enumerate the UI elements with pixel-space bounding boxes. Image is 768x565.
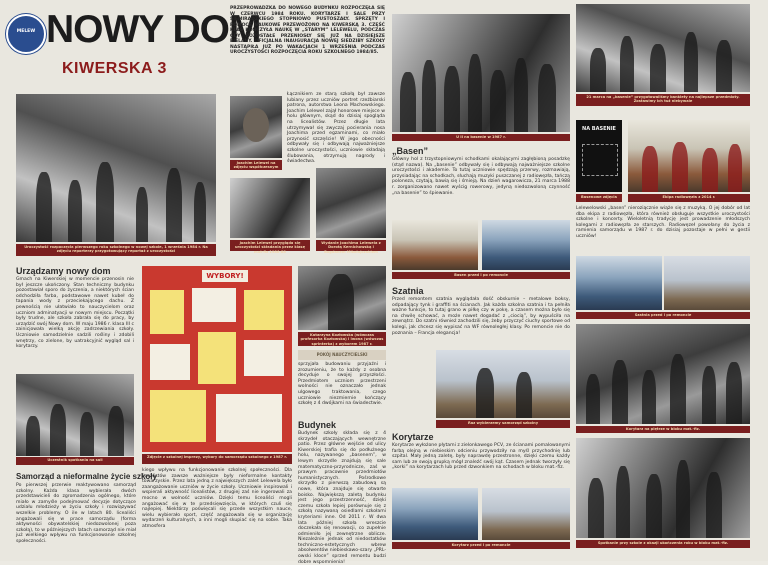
- caption: Uroczystość rozpoczęcia pierwszego roku szkolnego w nowej szkole, 1 września 1984 r. Na zdjęciu reporterzy przygotowujący reportaż z uroczystości: [16, 244, 216, 256]
- caption: Wydanie Joachima Lelewela z Dorotą Kernichowską i Bogdanem Mikołajczakiem: [316, 240, 386, 251]
- logo-text: MELEW: [16, 29, 36, 34]
- radio-team-photo: [576, 4, 750, 92]
- caption: Joachim Lelewel na zdjęciu współczesnym: [230, 160, 282, 170]
- plate-sign: POKÓJ NAUCZYCIELSKI: [298, 350, 386, 360]
- lelewel-bust-photo: [230, 96, 282, 158]
- caption: Zdjęcie z szkolnej imprezy, wybory do samorządu szkolnego z 1987 r.: [142, 454, 292, 464]
- opening-ceremony-photo: [16, 94, 216, 242]
- page-title: NOWY DOM: [46, 8, 261, 51]
- section-heading: Samorząd a nieformalne życie szkoły: [16, 472, 157, 481]
- caption: Katarzyna Kozłowska (wówczas profesorka Kozłowska) i Iwona (wówczas sprinterka) z wyborem 1987 r.: [298, 332, 386, 346]
- elections-sign: WYBORY!: [202, 270, 248, 282]
- szatnia-after-photo: [664, 256, 750, 310]
- section-text: Główny hol z trzystopniowymi schodkami okalającymi zagłębioną posadzkę (stąd nazwa). Na „basenie” odbywały się i odbywają najważniejsze szkolne uroczystości i akademie. To tutaj uczniowie spędzają przerwy, rozmawiają, przysiadając na schodkach, słuchają muzyki puszczanej z radiowęzła, tańczą poloneza, czytają, bawią się i śmieją. Na dzień wagarowicza, 21 marca 1988 r. zorganizowano nawet wyścig rowerowy, jedyną niedozwoloną czynność „na basenie” to śpiewanie.: [392, 157, 570, 196]
- basen-sign: NA BASENIE: [582, 126, 616, 132]
- radio-crew-photo: [628, 120, 750, 192]
- teacher-photo: [298, 266, 386, 330]
- section-heading: Budynek: [298, 420, 337, 430]
- caption: Korytarz na piętrze w bloku mat.-fiz.: [576, 426, 750, 433]
- page-subtitle: KIWERSKA 3: [62, 60, 167, 77]
- section-heading: Szatnia: [392, 286, 424, 296]
- elections-poster-photo: [142, 266, 292, 452]
- corridor-after-photo: [482, 488, 570, 540]
- caption: Szatnia przed i po remoncie: [576, 312, 750, 319]
- award-photo: [436, 350, 570, 418]
- caption: Basen przed i po remoncie: [392, 272, 570, 279]
- section-heading: „Basen”: [392, 146, 429, 156]
- caption: Korytarz przed i po remoncie: [392, 542, 570, 549]
- section-heading: Korytarze: [392, 432, 434, 442]
- school-crest-icon: [6, 14, 46, 54]
- section-text: Budynek szkoły składa się z 4 skrzydeł otaczających wewnętrzne patio. Przez główne wejście od ulicy Kiwerskiej trafia się do podłużnego holu, nazywanego „basenem”, w lewym skrzydle znajdują się sale matematyczno-przyrodnicze, zaś w prawym pracownie przedmiotów humanistycznych. Pośrodkowe skrzydło z pierwszą zabudową są nowe, która znajduje się otwarte boisko. Największą zaletą budynku jest jego przestrzenność, dzięki czemu szkoła lepiej porównuje się z szkołą nazywaną osiedlami szkołami kryteriami inne. Od 2011 r. W dwa lata później szkoła wreszcie doczekała się renowacji, co zupełnie odmieniło jej zewnętrzne oblicze. Niezależnie jednak od niedostatków techniczno-estetycznych wbrew absolwentów niebieskawo-szary „PRL-owski kloce” sprzed remontu budzi dobre wspomnienia!: [298, 431, 386, 565]
- section-text: Po pierwszej przerwie reaktywowano samorząd szkolny. Każda klasa wybierała dwóch przedstawicieli do zgromadzenia ogólnego, które miało w zamyśle podejmować decyzje dotyczące udziału młodzieży w życiu szkoły i rozwiązywać wszelkie problemy. O ile w latach 80. licealiści angażowali się w prace samorządu (forma aktywności obywatelskiej niedozwolonej poza szkołą), to w późniejszych latach samorząd nie miał już wielkiego wpływu na funkcjonowanie szkolnej społeczności.: [16, 483, 136, 544]
- section-text: Korytarze wyłożone płytami z zielonkawego PCV, ze ścianami pomalowanymi farbą olejną w niebieskim odcieniu przywodziły na myśl przychodnię lub szpital. Mały jedną zaletę, były naprawdę przestronne, dzięki czemu każdy sam lub ze swoją grupką mógł znaleźć swój kąt. Czasem jednak tworzyły się „korki” na korytarzach lub przed dzwonkiem na schodach w bloku mat.-fiz.: [392, 443, 570, 471]
- caption: 21 marca na „basenie” przygotowaliśmy bankiety na najlepsze przedmioty. Zostawimy ich tuż niebywale: [576, 94, 750, 106]
- radio-text: Lelewelowski „basen” nieroziącznie wiąże się z muzyką. O jej dobór od lat dba ekipa z radiowęzła, która również obsługuje wszystkie uroczystości szkolne i koncerty. Wieloletnią tradycję jest prowadzenie młodszych kolegami z radiowęzła ze starszych. Radiowęzeł powołany do życia z ramienia samorządu w 1987 r. do dzisiaj pozostaje w pełni w gestii uczniów!: [576, 206, 750, 239]
- stairs-crowd-photo: [576, 438, 750, 538]
- caption: U II na basenie w 1987 r.: [392, 134, 570, 141]
- basen-sign-photo: [576, 120, 622, 192]
- section-text: Przed remontem szatnia wyglądała dość obskurnie – metalowe boksy, odpadający tynk i graffiti na ścianach. Jak każda szkolna szatnia i ta pełniła ważne funkcje, to tutaj grano w piłkę czy w pokę, a czasem można było się na chwilę schować, a może nawet dogadać z „ciocią”, by wypuściła na zewnątrz. Do szatni również zachodzili się, żeby przyczyć ciuchy sportowe od kolegi, jak chcesz się wypisać na WF równoległej klasy. Po remoncie nie do poznania – Francja elegancja!: [392, 297, 570, 336]
- section-heading: Urządzamy nowy dom: [16, 266, 111, 276]
- students-photo: [16, 374, 134, 456]
- corridor-crowd-photo: [576, 324, 750, 424]
- lelewel-portrait-photo: [316, 168, 386, 238]
- caption: Basenowe zdjęcia: [576, 194, 622, 202]
- portrait-text: Łącznikiem ze starą szkołą był zawsze lubiany przez uczniów portret rzeźbiarski patrona, autorstwa Leona Machowskiego. Joachim Lelewel zajął honorowe miejsce w holu głównym, skąd do dzisiaj spogląda na licealistów. Przez długie lata utrzymywał się zwyczaj pocierania nosa Joachima przed egzaminami, co miało przynosić szczęście! W jego obecności odbywały się i odbywają najważniejsze szkolne uroczystości, uczniowie składają ślubowania, otrzymują nagrody i świadectwa.: [287, 92, 385, 165]
- caption: Uczestnik spotkania na sali: [16, 457, 134, 465]
- middle-text: kiego wpływu na funkcjonowanie szkolnej społeczności. Dla licealistów zawsze ważniejsze były nieformalne kontakty towarzyskie. Przez lata jedną z największych zalet Lelewela było zaangażowanie uczniów w życie szkoły. Uczniowie inspirowali i wspierali aktywność licealistów, z drugiej zaś nie ingerowali za mocno w wolność uczniów. Dzięki temu licealiści mogli angażować się w te przedsięwzięcia, w których czuli się najlepiej. Niektórzy poświęcali się przede wszystkim nauce, wielu wybierało sport, część angażowała się w organizację wydarzeń kulturalnych, a inni mogli skupiać się na sobie. Taka atmosfera: [142, 468, 292, 529]
- basen-before-photo: [392, 220, 478, 270]
- ceremony-photo: [230, 178, 310, 238]
- group-photo: [392, 14, 570, 132]
- basen-after-photo: [482, 220, 570, 270]
- caption: Spotkanie przy szkole z okazji ukończenia roku w bloku mat.-fiz.: [576, 540, 750, 548]
- corridor-before-photo: [392, 488, 478, 540]
- section-text: Gmach na Kiwerskiej w momencie przenosin nie był jeszcze ukończony. Stan techniczny budynku pozostawiał sporo do życzenia, a niektórych ścian odchodziła farba, podstawowe nawet kubeł do tapania wody z przeciekającego dachu. Z pewnością nie ułatwiało to nauczycielom oraz uczniom adminatyacji w nowym miejscu. Początki były trudne, ale szkoła zabrała się do pracy, by urządzić swój Nowy dom. W maju 1986 r. klasa III c zainicjowała wielką akcję zadrzewiania szkoły. Uczniowie samodzielnie sadzili rośliny i zdobili wnętrzy, co zielone, by uatrakcyjnić wygląd sal i korytarzy.: [16, 277, 134, 350]
- caption: Ekipa radiowęzła z 2014 r.: [628, 194, 750, 202]
- budynek-pre-text: sprzyjała budowaniu przyjaźni i zrozumieniu, że to każdy z osobna decyduje o swojej przyszłości. Przedmiotem uczniom przestrzeni wolności nie oznaczało jednak ulgowego traktowania, czego uczniowie niezmiernie kończący szkołę z 4 dwójkami na świadectwie.: [298, 362, 386, 407]
- caption: Joachim Lelewel przygląda się uroczystości składania przez klasę mat-fiz 1986-88: [230, 240, 310, 251]
- intro-text: PRZEPROWADZKA DO NOWEGO BUDYNKU ROZPOCZĘŁA SIĘ W CZERWCU 1984 ROKU. KORYTARZE I SALE PRZY SIEMIRADZKIEGO STOPNIOWO PUSTOSZAŁY. SPRZĘTY I POMOCE NAUKOWE PRZEWOŻONO NA KIWERSKĄ 3. CZĘŚĆ KLAS KOŃCZYŁA NAUKĘ W „STARYM” LELEWELU, PODCZAS GDY POZOSTAŁE PRZENIOSŁY SIĘ JUŻ NA DZISIEJSZE BIELANY. OFICJALNA INAUGURACJA NOWEJ SIEDZIBY SZKOŁY NASTĄPIŁA JUŻ PO WAKACJACH 1 WRZEŚNIA PODCZAS UROCZYSTOŚCI ROZPOCZĘCIA ROKU SZKOLNEGO 1984/85.: [230, 6, 385, 55]
- szatnia-before-photo: [576, 256, 662, 310]
- caption: Raz wybierzemy samorząd szkolny: [436, 420, 570, 428]
